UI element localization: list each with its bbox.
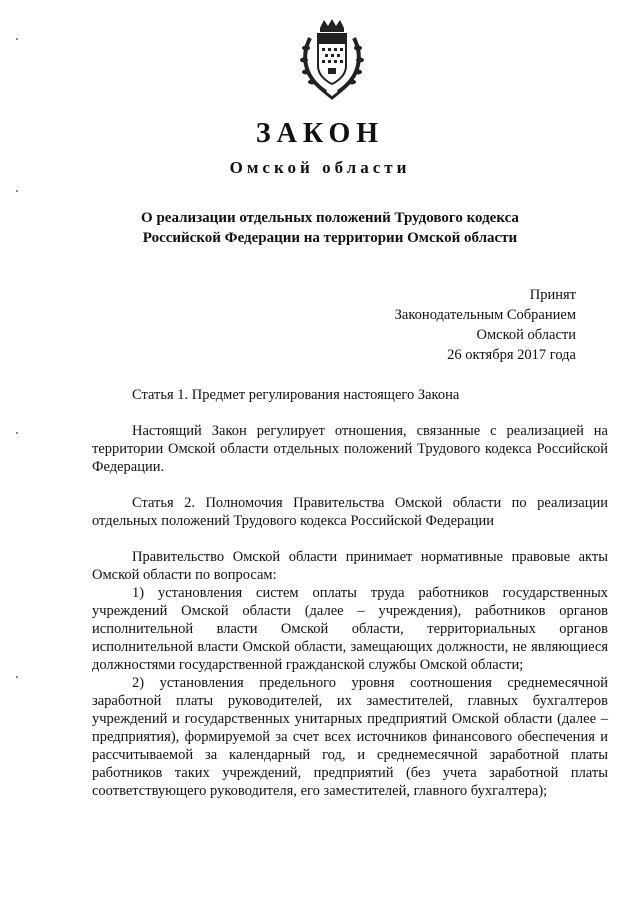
adoption-line: Принят: [529, 287, 576, 303]
adoption-date: 26 октября 2017 года: [447, 347, 576, 363]
article-2-heading: Статья 2. Полномочия Правительства Омской области по реализации отдельных положений Трудового кодекса Российской Федерации: [92, 495, 608, 529]
adoption-block: [276, 285, 576, 365]
scan-mark: [16, 432, 18, 434]
article-2-item-1: 1) установления систем оплаты труда работников государственных учреждений Омской области (далее – учреждения), работников органов исполнительной власти Омской области, территориальных органов исполнительной власти Омской области, замещающих должности, не являющиеся должностями государственной гражданской службы Омской области;: [92, 585, 608, 673]
article-2-item-2: 2) установления предельного уровня соотношения среднемесячной заработной платы руководителей, их заместителей, главных бухгалтеров учреждений и государственных унитарных предприятий Омской области (далее – предприятия), формируемой за счет всех источников финансового обеспечения и рассчитываемой за календарный год, и среднемесячной заработной платы работников таких учреждений, предприятий (без учета заработной платы соответствующего руководителя, его заместителей, главного бухгалтера);: [92, 675, 608, 799]
article-1-text: Настоящий Закон регулирует отношения, связанные с реализацией на территории Омской области отдельных положений Трудового кодекса Российской Федерации.: [92, 423, 608, 475]
document-subtitle: Омской области: [229, 158, 411, 177]
omsk-coat-of-arms-icon: [296, 18, 368, 100]
article-1-heading: Статья 1. Предмет регулирования настоящего Закона: [132, 387, 460, 403]
document-title: ЗАКОН: [255, 118, 385, 149]
scan-mark: [16, 190, 18, 192]
scan-mark: [16, 38, 18, 40]
adoption-line: Законодательным Собранием: [394, 307, 576, 323]
scan-mark: [16, 676, 18, 678]
law-subject: О реализации отдельных положений Трудового кодекса Российской Федерации на территории Омской области: [141, 210, 519, 246]
law-body: [92, 386, 608, 800]
article-2-intro: Правительство Омской области принимает нормативные правовые акты Омской области по вопросам:: [92, 549, 608, 583]
adoption-line: Омской области: [476, 327, 576, 343]
